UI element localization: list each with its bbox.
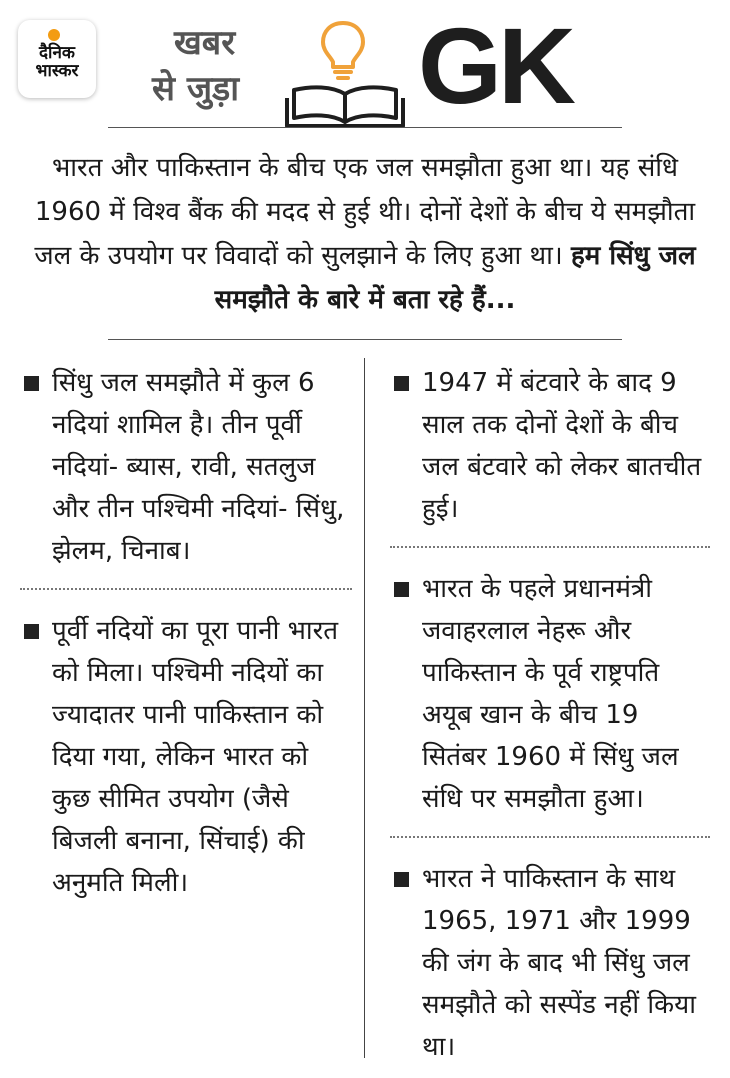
header-divider [108,127,622,128]
intro-bold-text: हम सिंधु जल समझौते के बारे में बता रहे हैं... [214,241,696,315]
logo-line2: भास्कर [35,61,79,81]
fact-text: भारत ने पाकिस्तान के साथ 1965, 1971 और 1999 की जंग के बाद भी सिंधु जल समझौते को सस्पेंड नहीं किया था। [422,864,696,1062]
fact-text: भारत के पहले प्रधानमंत्री जवाहरलाल नेहरू और पाकिस्तान के पूर्व राष्ट्रपति अयूब खान के बीच 19 सितंबर 1960 में सिंधु जल संधि पर समझौता हुआ। [422,574,679,814]
dainik-bhaskar-logo [18,20,96,98]
intro-divider [108,339,622,340]
intro-text: भारत और पाकिस्तान के बीच एक जल समझौता हुआ था। यह संधि 1960 में विश्व बैंक की मदद से हुई थी। दोनों देशों के बीच ये समझौता जल के उपयोग पर विवादों को सुलझाने के लिए हुआ था। [34,153,696,271]
tagline-line1: खबर [174,23,236,63]
fact-text: 1947 में बंटवारे के बाद 9 साल तक दोनों देशों के बीच जल बंटवारे को लेकर बातचीत हुई। [422,368,702,524]
square-bullet-icon [394,582,409,597]
square-bullet-icon [394,376,409,391]
fact-text: पूर्वी नदियों का पूरा पानी भारत को मिला। पश्चिमी नदियों का ज्यादातर पानी पाकिस्तान को दिया गया, लेकिन भारत को कुछ सीमित उपयोग (जैसे बिजली बनाना, सिंचाई) की अनुमति मिली। [52,616,339,898]
left-column [20,362,352,904]
fact-item [20,610,352,904]
right-column [390,362,710,1068]
logo-line1: दैनिक [39,43,75,63]
tagline-line2: से जुड़ा [152,69,240,109]
fact-item [20,362,352,572]
column-divider [364,358,365,1058]
fact-item [390,362,710,530]
sun-icon [48,29,60,41]
square-bullet-icon [24,624,39,639]
open-book-icon [284,84,406,130]
square-bullet-icon [24,376,39,391]
fact-text: सिंधु जल समझौते में कुल 6 नदियां शामिल है। तीन पूर्वी नदियां- ब्यास, रावी, सतलुज और तीन पश्चिमी नदियां- सिंधु, झेलम, चिनाब। [52,368,345,566]
page-title: GK [418,5,572,126]
fact-item [390,858,710,1068]
dotted-divider [390,836,710,838]
dotted-divider [20,588,352,590]
intro-paragraph [20,146,710,322]
square-bullet-icon [394,872,409,887]
light-bulb-icon [318,20,368,82]
dotted-divider [390,546,710,548]
fact-item [390,568,710,820]
